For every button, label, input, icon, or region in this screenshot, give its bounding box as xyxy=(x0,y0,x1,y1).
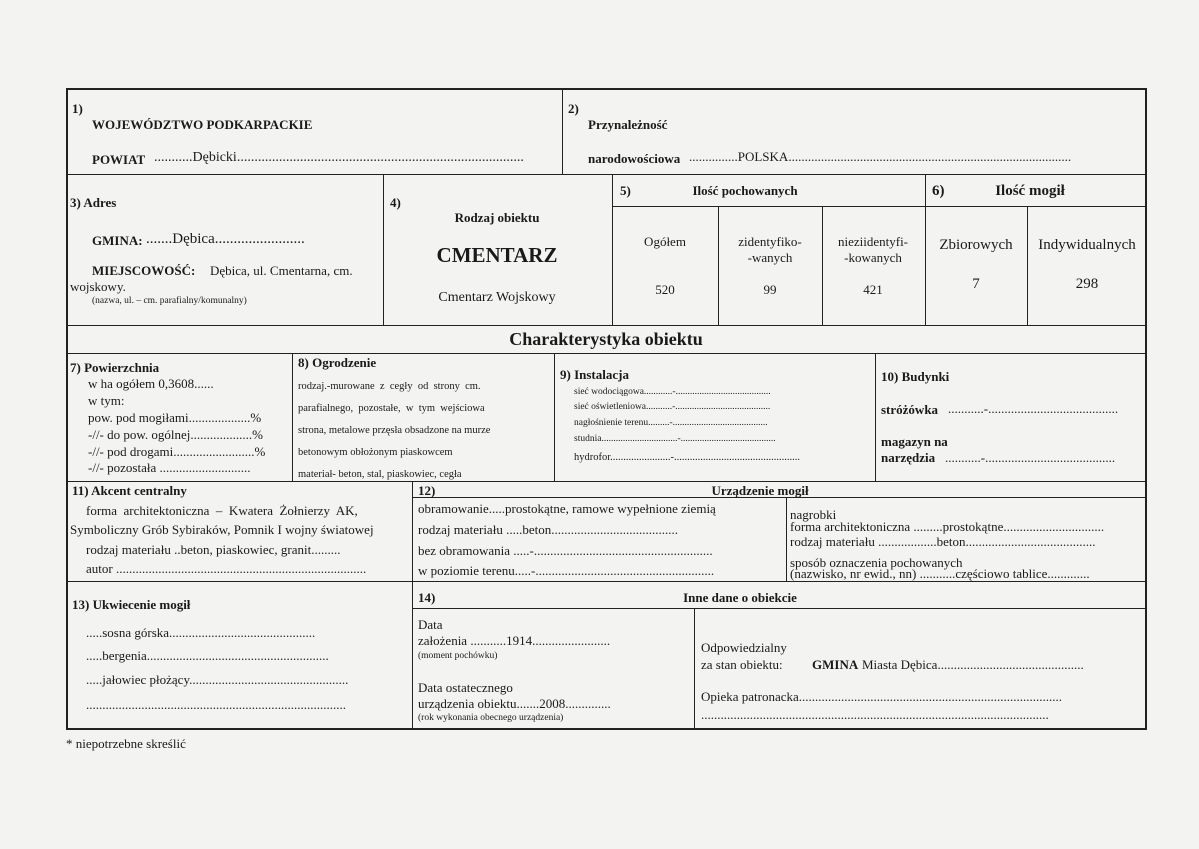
final-arrangement-note: (rok wykonania obecnego urządzenia) xyxy=(418,713,564,723)
patronage-care: Opieka patronacka................................................................................. xyxy=(701,689,1063,704)
guardhouse-value: ...........-........................................ xyxy=(948,401,1119,416)
voivodeship: WOJEWÓDZTWO PODKARPACKIE xyxy=(92,117,313,132)
grave-arrangement-title: Urządzenie mogił xyxy=(711,483,809,498)
area-ratio: -//- do pow. ogólnej...................% xyxy=(88,427,263,442)
fence-line-3: strona, metalowe przęsła obsadzone na murze xyxy=(298,425,491,436)
divider xyxy=(554,353,555,481)
other-data-title: Inne dane o obiekcie xyxy=(683,590,797,605)
burial-marking-detail: (nazwisko, nr ewid., nn) ...........częściowo tablice............. xyxy=(790,566,1090,581)
final-arrangement-date: urządzenia obiektu.......2008.............. xyxy=(418,696,611,711)
divider xyxy=(925,174,926,325)
tombstone-material: rodzaj materiału ..................beton........................................ xyxy=(790,534,1096,549)
grave-frame: obramowanie.....prostokątne, ramowe wypełnione ziemią xyxy=(418,501,716,516)
fence-line-4: betonowym obłożonym piaskowcem xyxy=(298,447,453,458)
locality-value-cont: wojskowy. xyxy=(70,279,126,294)
tombstones-label: nagrobki xyxy=(790,507,837,522)
gmina-label: GMINA: xyxy=(92,233,143,248)
central-accent-author: autor ............................................................................. xyxy=(86,561,367,576)
installation-well: studnia................................-........................................ xyxy=(574,434,776,444)
buried-total-header: Ogółem xyxy=(644,234,686,249)
identified-header-cont: -wanych xyxy=(747,250,793,265)
grave-ground-level: w poziomie terenu.....-....................................................... xyxy=(418,563,715,578)
tombstone-form: forma architektoniczna .........prostokątne............................... xyxy=(790,519,1105,534)
nationality-value: ...............POLSKA....................................................................................... xyxy=(689,149,1072,164)
divider xyxy=(786,497,787,581)
divider xyxy=(875,353,876,481)
object-type-label: Rodzaj obiektu xyxy=(454,210,540,225)
section-1-number: 1) xyxy=(72,101,83,116)
flowers-heading: 13) Ukwiecenie mogił xyxy=(72,597,191,612)
storage-label: magazyn na xyxy=(881,434,948,449)
central-accent-material: rodzaj materiału ..beton, piaskowiec, granit......... xyxy=(86,542,341,557)
divider xyxy=(292,353,293,481)
storage-label-cont: narzędzia xyxy=(881,450,936,465)
unidentified-header: nieziidentyfi- xyxy=(837,234,909,249)
powiat-value: ...........Dębicki.................................................................................. xyxy=(154,150,524,165)
divider xyxy=(412,481,413,730)
gmina-value: .......Dębica........................ xyxy=(146,231,305,247)
collective-header: Zbiorowych xyxy=(939,237,1013,253)
area-total: w ha ogółem 0,3608...... xyxy=(88,376,214,391)
individual-value: 298 xyxy=(1075,276,1099,292)
divider xyxy=(66,481,1147,482)
locality-label: MIEJSCOWOŚĆ: xyxy=(92,263,196,278)
flower-pine: .....sosna górska............................................. xyxy=(86,625,316,640)
responsible-entity: GMINA xyxy=(812,657,859,672)
fence-heading: 8) Ogrodzenie xyxy=(298,355,377,370)
responsible-for-label: za stan obiektu: xyxy=(701,657,783,672)
divider xyxy=(694,608,695,730)
collective-value: 7 xyxy=(972,276,980,292)
installation-sound: nagłośnienie terenu.........-........................................ xyxy=(574,418,768,428)
guardhouse-label: stróżówka xyxy=(881,402,939,417)
identified-value: 99 xyxy=(763,282,777,297)
section-5-number: 5) xyxy=(620,183,631,198)
installation-hydrophore: hydrofor.......................-................................................ xyxy=(574,452,801,463)
final-arrangement-label: Data ostatecznego xyxy=(418,680,513,695)
central-accent-heading: 11) Akcent centralny xyxy=(72,483,187,498)
founding-date: założenia ...........1914........................ xyxy=(418,633,611,648)
responsible-entity-name: Miasta Dębica............................................. xyxy=(862,657,1084,672)
patronage-care-blank: ........................................................................................................... xyxy=(701,707,1049,722)
buried-total-value: 520 xyxy=(655,282,675,297)
divider xyxy=(562,88,563,174)
area-other: -//- pozostała ............................ xyxy=(88,460,251,475)
fence-line-5: materiał- beton, stal, piaskowiec, cegła xyxy=(298,469,462,480)
locality-note: (nazwa, ul. – cm. parafialny/komunalny) xyxy=(92,296,247,306)
flower-blank: ................................................................................ xyxy=(86,697,346,712)
divider xyxy=(612,174,613,325)
buildings-heading: 10) Budynki xyxy=(881,369,950,384)
identified-header: zidentyfiko- xyxy=(738,234,802,249)
divider xyxy=(822,206,823,325)
divider xyxy=(66,174,1147,175)
nationality-label: narodowościowa xyxy=(588,151,681,166)
area-roads: -//- pod drogami.........................% xyxy=(88,444,266,459)
flower-juniper: .....jałowiec płożący................................................. xyxy=(86,672,349,687)
divider xyxy=(612,206,1147,207)
section-6-number: 6) xyxy=(932,183,945,199)
divider xyxy=(66,325,1147,326)
installations-heading: 9) Instalacja xyxy=(560,367,629,382)
locality-value: Dębica, ul. Cmentarna, cm. xyxy=(210,263,353,278)
graves-count-title: Ilość mogił xyxy=(995,183,1065,199)
divider xyxy=(383,174,384,325)
individual-header: Indywidualnych xyxy=(1038,237,1136,253)
affiliation-label: Przynależność xyxy=(588,117,668,132)
area-graves: pow. pod mogiłami...................% xyxy=(88,410,262,425)
divider xyxy=(66,353,1147,354)
address-heading: 3) Adres xyxy=(70,195,117,210)
storage-value: ...........-........................................ xyxy=(945,450,1116,465)
flower-bergenia: .....bergenia........................................................ xyxy=(86,648,329,663)
section-12-number: 12) xyxy=(418,483,436,498)
central-accent-form-cont: Symboliczny Grób Sybiraków, Pomnik I wojny światowej xyxy=(70,522,374,537)
central-accent-form: forma architektoniczna – Kwatera Żołnierzy AK, xyxy=(86,503,358,518)
burial-marking: sposób oznaczenia pochowanych xyxy=(790,555,963,570)
unidentified-header-cont: -kowanych xyxy=(844,250,902,265)
grave-frame-material: rodzaj materiału .....beton....................................... xyxy=(418,522,678,537)
unidentified-value: 421 xyxy=(863,282,883,297)
divider xyxy=(718,206,719,325)
powiat-label: POWIAT xyxy=(92,152,146,167)
area-heading: 7) Powierzchnia xyxy=(70,360,160,375)
fence-line-2: parafialnego, pozostałe, w tym wejściowa xyxy=(298,403,485,414)
divider xyxy=(412,608,1147,609)
divider xyxy=(1027,206,1028,325)
date-label: Data xyxy=(418,617,443,632)
responsible-label: Odpowiedzialny xyxy=(701,640,787,655)
section-14-number: 14) xyxy=(418,590,436,605)
section-2-number: 2) xyxy=(568,101,579,116)
footnote: * niepotrzebne skreślić xyxy=(66,736,186,751)
grave-no-frame: bez obramowania .....-....................................................... xyxy=(418,543,713,558)
buried-count-title: Ilość pochowanych xyxy=(692,183,798,198)
characteristic-title: Charakterystyka obiektu xyxy=(509,329,703,349)
fence-line-1: rodzaj.-murowane z cegły od strony cm. xyxy=(298,381,481,392)
installation-water: sieć wodociągowa............-........................................ xyxy=(574,387,771,397)
object-type: CMENTARZ xyxy=(436,243,558,267)
area-including: w tym: xyxy=(88,393,125,408)
founding-date-note: (moment pochówku) xyxy=(418,651,498,661)
section-4-number: 4) xyxy=(390,195,401,210)
object-name: Cmentarz Wojskowy xyxy=(438,290,556,305)
installation-lighting: sieć oświetleniowa...........-........................................ xyxy=(574,402,771,412)
